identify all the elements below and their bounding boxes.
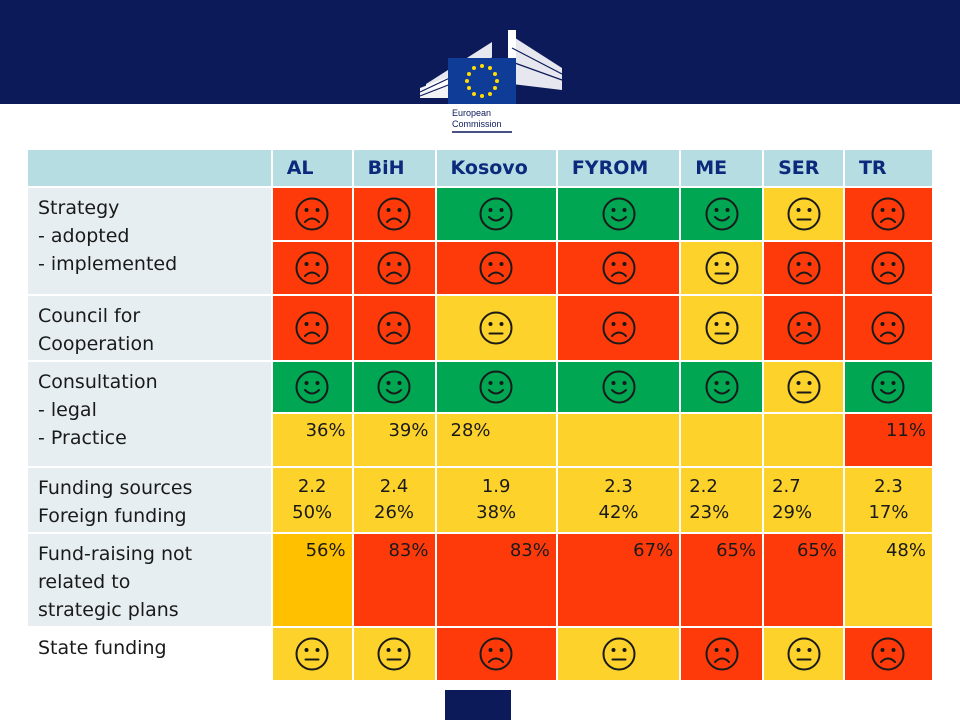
state-tr [845, 628, 932, 680]
strategy-implemented-kosovo [437, 242, 556, 294]
label-fundraising: Fund-raising not related to strategic plans [28, 534, 271, 626]
sad-face-icon [294, 310, 330, 346]
strategy-adopted-bih [354, 188, 435, 240]
happy-face-icon [704, 196, 740, 232]
strategy-implemented-fyrom [558, 242, 679, 294]
sad-face-icon [870, 310, 906, 346]
strategy-adopted-kosovo [437, 188, 556, 240]
sad-face-icon [786, 250, 822, 286]
sad-face-icon [601, 310, 637, 346]
sad-face-icon [478, 250, 514, 286]
happy-face-icon [704, 369, 740, 405]
practice-ser [764, 414, 843, 466]
row-funding [28, 468, 932, 532]
col-header-tr: TR [845, 150, 932, 186]
fundraising-al: 56% [273, 534, 352, 626]
strategy-adopted-al [273, 188, 352, 240]
label-funding: Funding sources Foreign funding [28, 468, 271, 532]
happy-face-icon [870, 369, 906, 405]
neutral-face-icon [704, 250, 740, 286]
practice-me [681, 414, 762, 466]
neutral-face-icon [786, 636, 822, 672]
sad-face-icon [376, 250, 412, 286]
council-tr [845, 296, 932, 360]
strategy-implemented-tr [845, 242, 932, 294]
state-fyrom [558, 628, 679, 680]
funding-bih: 2.4 26% [354, 468, 435, 532]
funding-tr: 2.3 17% [845, 468, 932, 532]
label-state: State funding [28, 628, 271, 680]
sad-face-icon [601, 250, 637, 286]
consultation-legal-fyrom [558, 362, 679, 412]
col-header-al: AL [273, 150, 352, 186]
col-header-ser: SER [764, 150, 843, 186]
col-header-bih: BiH [354, 150, 435, 186]
consultation-legal-tr [845, 362, 932, 412]
col-header-fyrom: FYROM [558, 150, 679, 186]
svg-text:Commission: Commission [452, 119, 502, 129]
sad-face-icon [478, 636, 514, 672]
practice-kosovo: 28% [437, 414, 556, 466]
row-state-funding [28, 628, 932, 680]
happy-face-icon [294, 369, 330, 405]
fundraising-kosovo: 83% [437, 534, 556, 626]
fundraising-me: 65% [681, 534, 762, 626]
consultation-legal-al [273, 362, 352, 412]
strategy-adopted-tr [845, 188, 932, 240]
council-al [273, 296, 352, 360]
funding-fyrom: 2.3 42% [558, 468, 679, 532]
col-header-kosovo: Kosovo [437, 150, 556, 186]
fundraising-tr: 48% [845, 534, 932, 626]
fundraising-ser: 65% [764, 534, 843, 626]
assessment-table [26, 148, 934, 682]
bottom-tab [445, 690, 511, 720]
label-council: Council for Cooperation [28, 296, 271, 360]
happy-face-icon [601, 369, 637, 405]
happy-face-icon [376, 369, 412, 405]
header-row [28, 150, 932, 186]
council-bih [354, 296, 435, 360]
happy-face-icon [478, 369, 514, 405]
neutral-face-icon [786, 369, 822, 405]
col-header-me: ME [681, 150, 762, 186]
strategy-implemented-me [681, 242, 762, 294]
neutral-face-icon [294, 636, 330, 672]
strategy-adopted-me [681, 188, 762, 240]
strategy-adopted-fyrom [558, 188, 679, 240]
state-al [273, 628, 352, 680]
sad-face-icon [704, 636, 740, 672]
sad-face-icon [870, 636, 906, 672]
svg-text:European: European [452, 108, 492, 118]
row-council [28, 296, 932, 360]
consultation-legal-kosovo [437, 362, 556, 412]
state-me [681, 628, 762, 680]
consultation-legal-bih [354, 362, 435, 412]
practice-al: 36% [273, 414, 352, 466]
sad-face-icon [294, 196, 330, 232]
strategy-adopted-ser [764, 188, 843, 240]
happy-face-icon [478, 196, 514, 232]
neutral-face-icon [786, 196, 822, 232]
consultation-legal-me [681, 362, 762, 412]
state-kosovo [437, 628, 556, 680]
funding-al: 2.2 50% [273, 468, 352, 532]
header-blank [28, 150, 271, 186]
practice-fyrom [558, 414, 679, 466]
neutral-face-icon [376, 636, 412, 672]
funding-me: 2.2 23% [681, 468, 762, 532]
sad-face-icon [294, 250, 330, 286]
row-fundraising [28, 534, 932, 626]
sad-face-icon [376, 196, 412, 232]
council-me [681, 296, 762, 360]
state-ser [764, 628, 843, 680]
consultation-legal-ser [764, 362, 843, 412]
strategy-implemented-bih [354, 242, 435, 294]
strategy-implemented-ser [764, 242, 843, 294]
fundraising-bih: 83% [354, 534, 435, 626]
row-strategy-adopted [28, 188, 932, 240]
council-fyrom [558, 296, 679, 360]
state-bih [354, 628, 435, 680]
council-ser [764, 296, 843, 360]
sad-face-icon [870, 196, 906, 232]
label-strategy: Strategy - adopted - implemented [28, 188, 271, 294]
practice-tr: 11% [845, 414, 932, 466]
funding-ser: 2.7 29% [764, 468, 843, 532]
european-commission-logo [412, 28, 580, 140]
label-consultation: Consultation - legal - Practice [28, 362, 271, 466]
happy-face-icon [601, 196, 637, 232]
neutral-face-icon [704, 310, 740, 346]
strategy-implemented-al [273, 242, 352, 294]
sad-face-icon [376, 310, 412, 346]
sad-face-icon [786, 310, 822, 346]
neutral-face-icon [478, 310, 514, 346]
row-consultation-legal [28, 362, 932, 412]
sad-face-icon [870, 250, 906, 286]
funding-kosovo: 1.9 38% [437, 468, 556, 532]
neutral-face-icon [601, 636, 637, 672]
fundraising-fyrom: 67% [558, 534, 679, 626]
practice-bih: 39% [354, 414, 435, 466]
council-kosovo [437, 296, 556, 360]
